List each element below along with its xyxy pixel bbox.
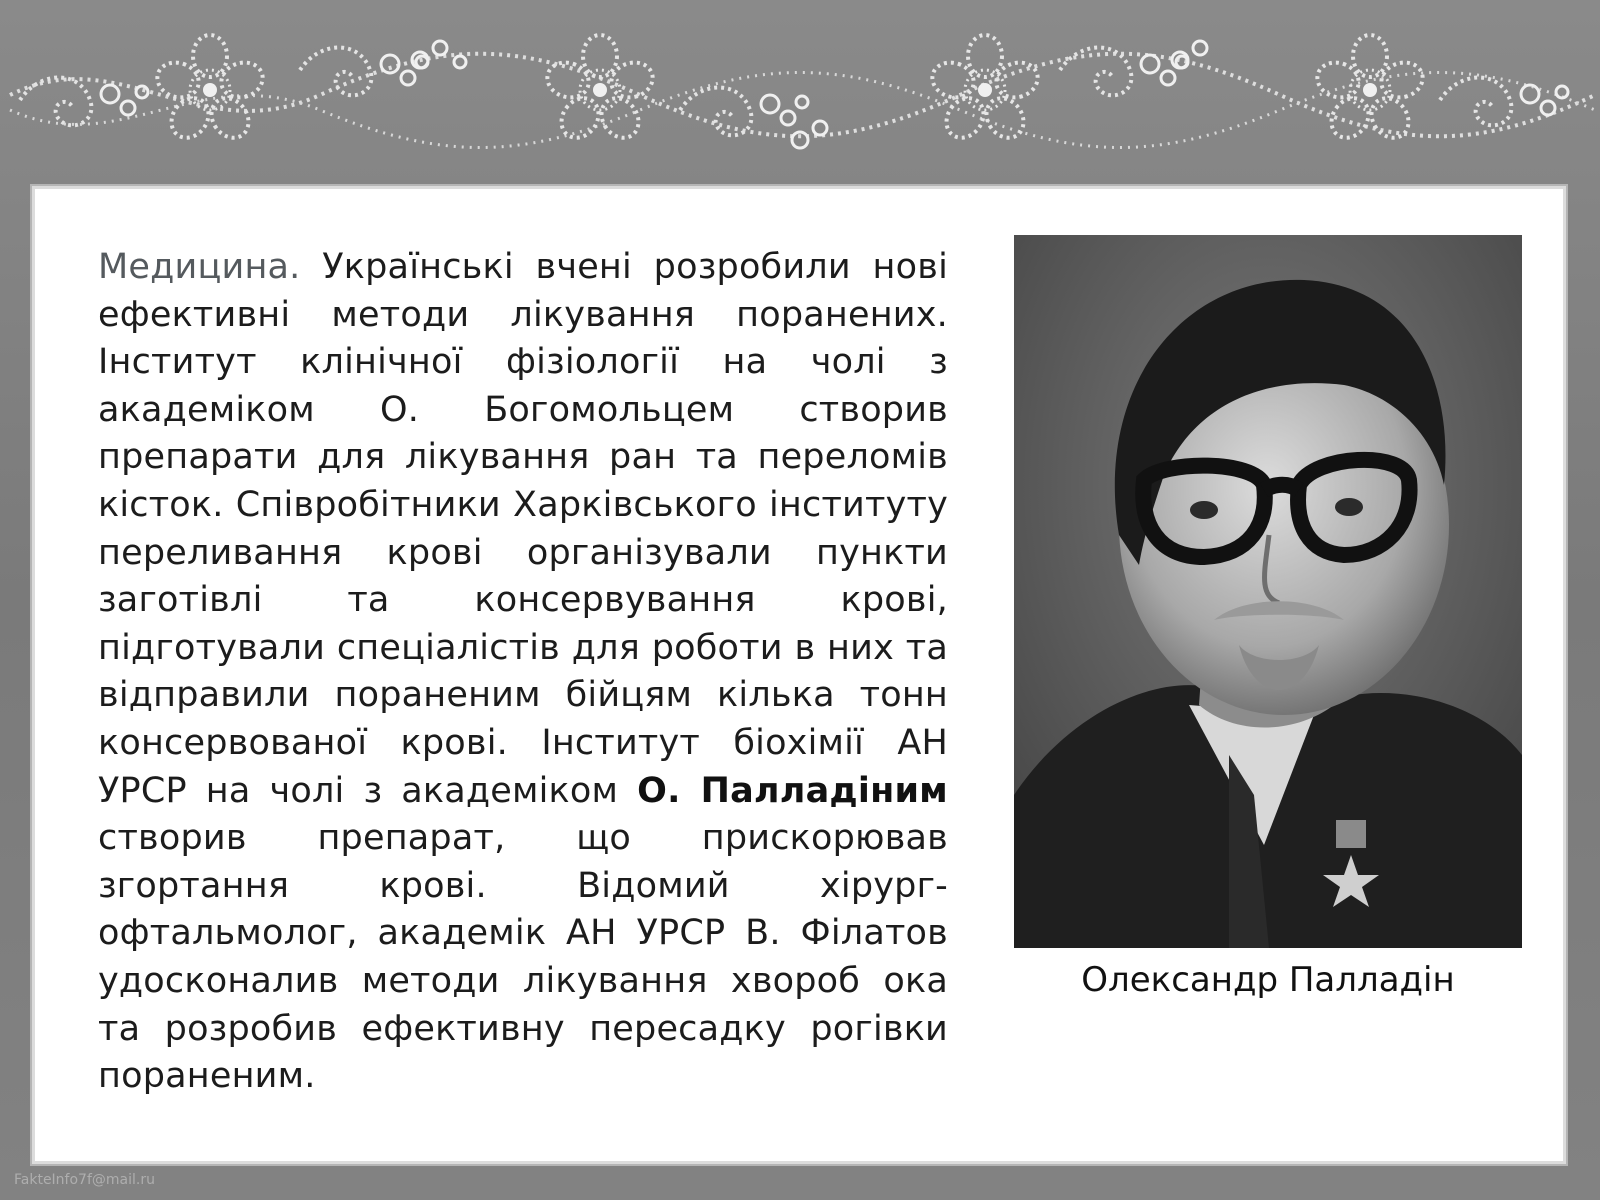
paragraph-highlight: О. Палладіним: [637, 770, 948, 811]
portrait-photo: [1014, 235, 1522, 948]
paragraph-lead: Медицина.: [98, 247, 301, 287]
paragraph-part-2: створив препарат, що прискорював згортання крові. Відомий хірург-офтальмолог, академік АН УРСР В. Філатов удосконалив методи лікування хвороб ока та розробив ефективну пересадку рогівки пораненим.: [98, 818, 948, 1097]
lace-ornament-border: [0, 0, 1600, 180]
portrait-caption: Олександр Палладін: [1081, 960, 1455, 1000]
paragraph-part-1: Українські вчені розробили нові ефективні методи лікування поранених. Інститут клінічної фізіології на чолі з академіком О. Богомольцем створив препарати для лікування ран та переломів кісток. Співробітники Харківського інституту переливання крові організували пункти заготівлі та консервування крові, підготували спеціалістів для роботи в них та відправили пораненим бійцям кілька тонн консервованої крові. Інститут біохімії АН УРСР на чолі з академіком: [98, 247, 948, 811]
body-paragraph: [98, 244, 948, 1101]
watermark: FakteInfo7f@mail.ru: [14, 1172, 155, 1188]
